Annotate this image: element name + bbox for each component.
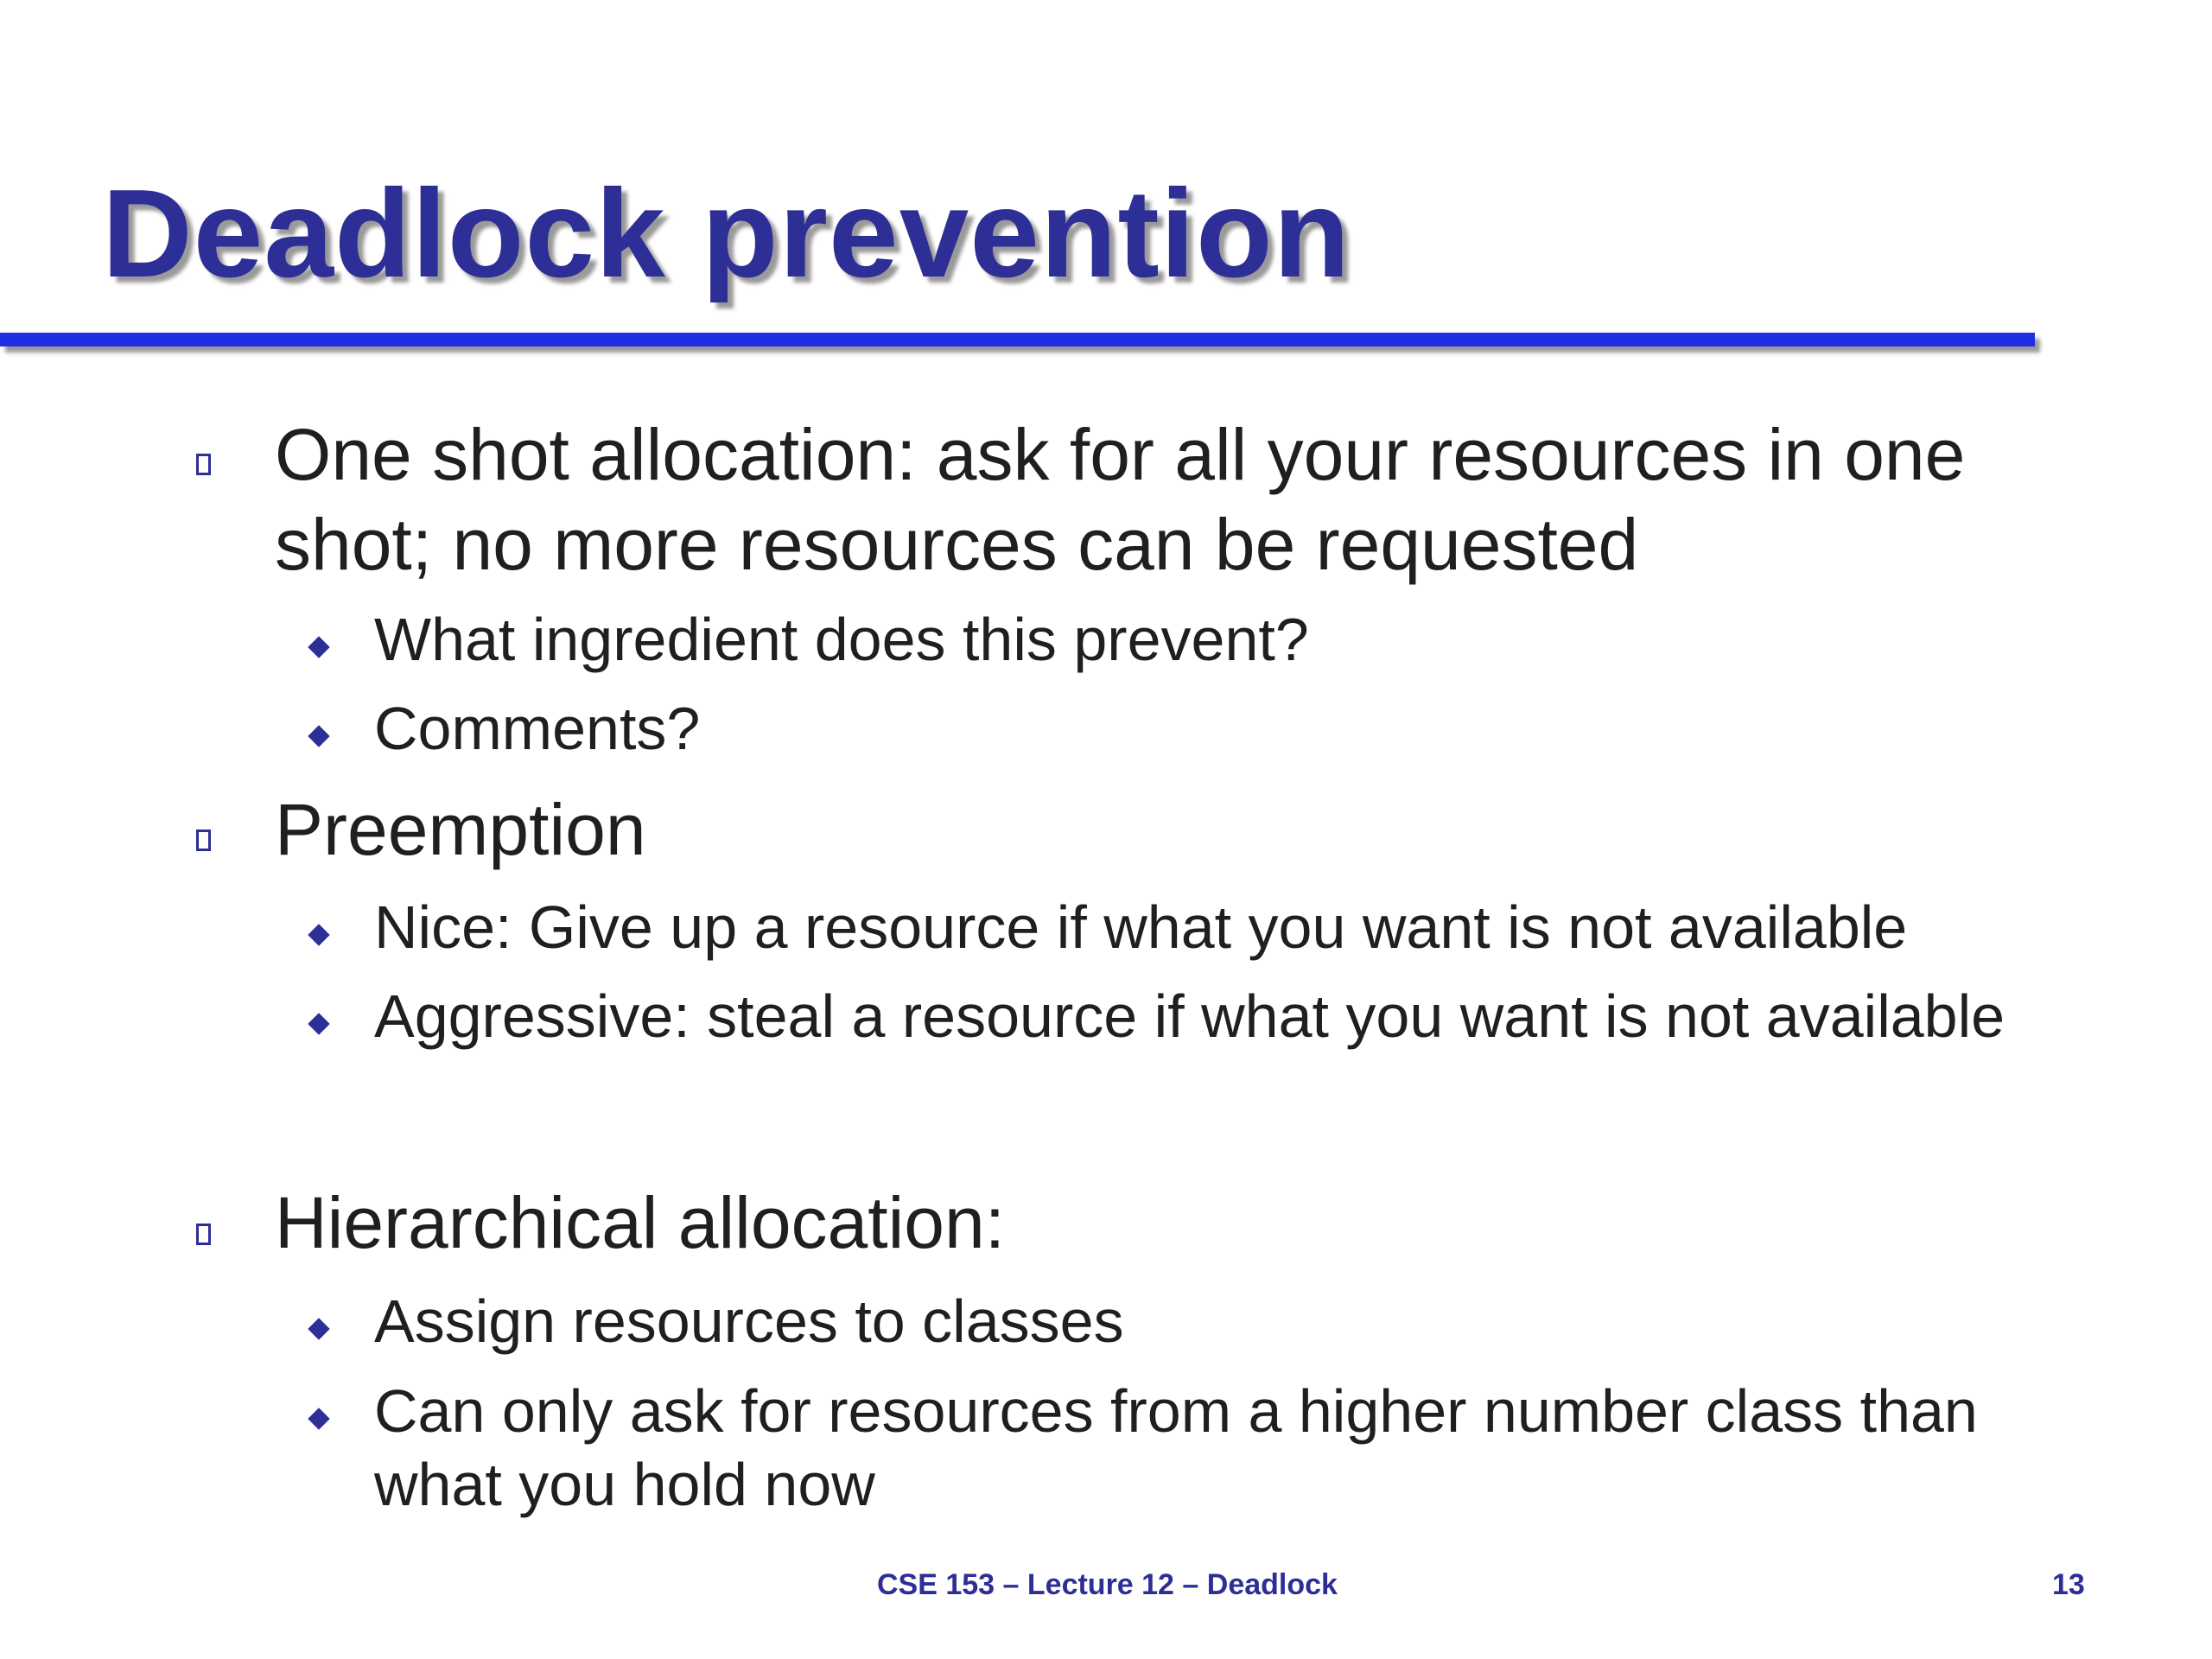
diamond-bullet-icon <box>308 1408 329 1429</box>
square-bullet-icon <box>196 1224 211 1245</box>
diamond-bullet-icon <box>308 725 329 747</box>
diamond-bullet-icon <box>308 636 329 658</box>
sub-bullet-assign: Assign resources to classes <box>374 1287 1124 1355</box>
bullet-one-shot-line1: One shot allocation: ask for all your resources in one <box>275 414 1966 495</box>
bullet-hierarchical: Hierarchical allocation: <box>275 1182 1006 1263</box>
sub-bullet-higher-class-line2: what you hold now <box>374 1451 875 1518</box>
square-bullet-icon <box>196 830 211 851</box>
title-underline <box>0 333 2035 346</box>
diamond-bullet-icon <box>308 924 329 945</box>
sub-bullet-aggressive: Aggressive: steal a resource if what you want is not available <box>374 982 2005 1050</box>
slide-title: Deadlock prevention <box>102 163 1351 303</box>
bullet-preemption: Preemption <box>275 789 646 870</box>
sub-bullet-nice: Nice: Give up a resource if what you want is not available <box>374 893 1908 961</box>
diamond-bullet-icon <box>308 1318 329 1339</box>
sub-bullet-ingredient: What ingredient does this prevent? <box>374 606 1309 673</box>
square-bullet-icon <box>196 454 211 475</box>
footer-page-number: 13 <box>2052 1568 2085 1601</box>
sub-bullet-comments: Comments? <box>374 695 701 762</box>
bullet-one-shot-line2: shot; no more resources can be requested <box>275 504 1639 585</box>
footer-lecture-title: CSE 153 – Lecture 12 – Deadlock <box>877 1568 1338 1601</box>
diamond-bullet-icon <box>308 1013 329 1034</box>
sub-bullet-higher-class-line1: Can only ask for resources from a higher number class than <box>374 1377 1978 1445</box>
